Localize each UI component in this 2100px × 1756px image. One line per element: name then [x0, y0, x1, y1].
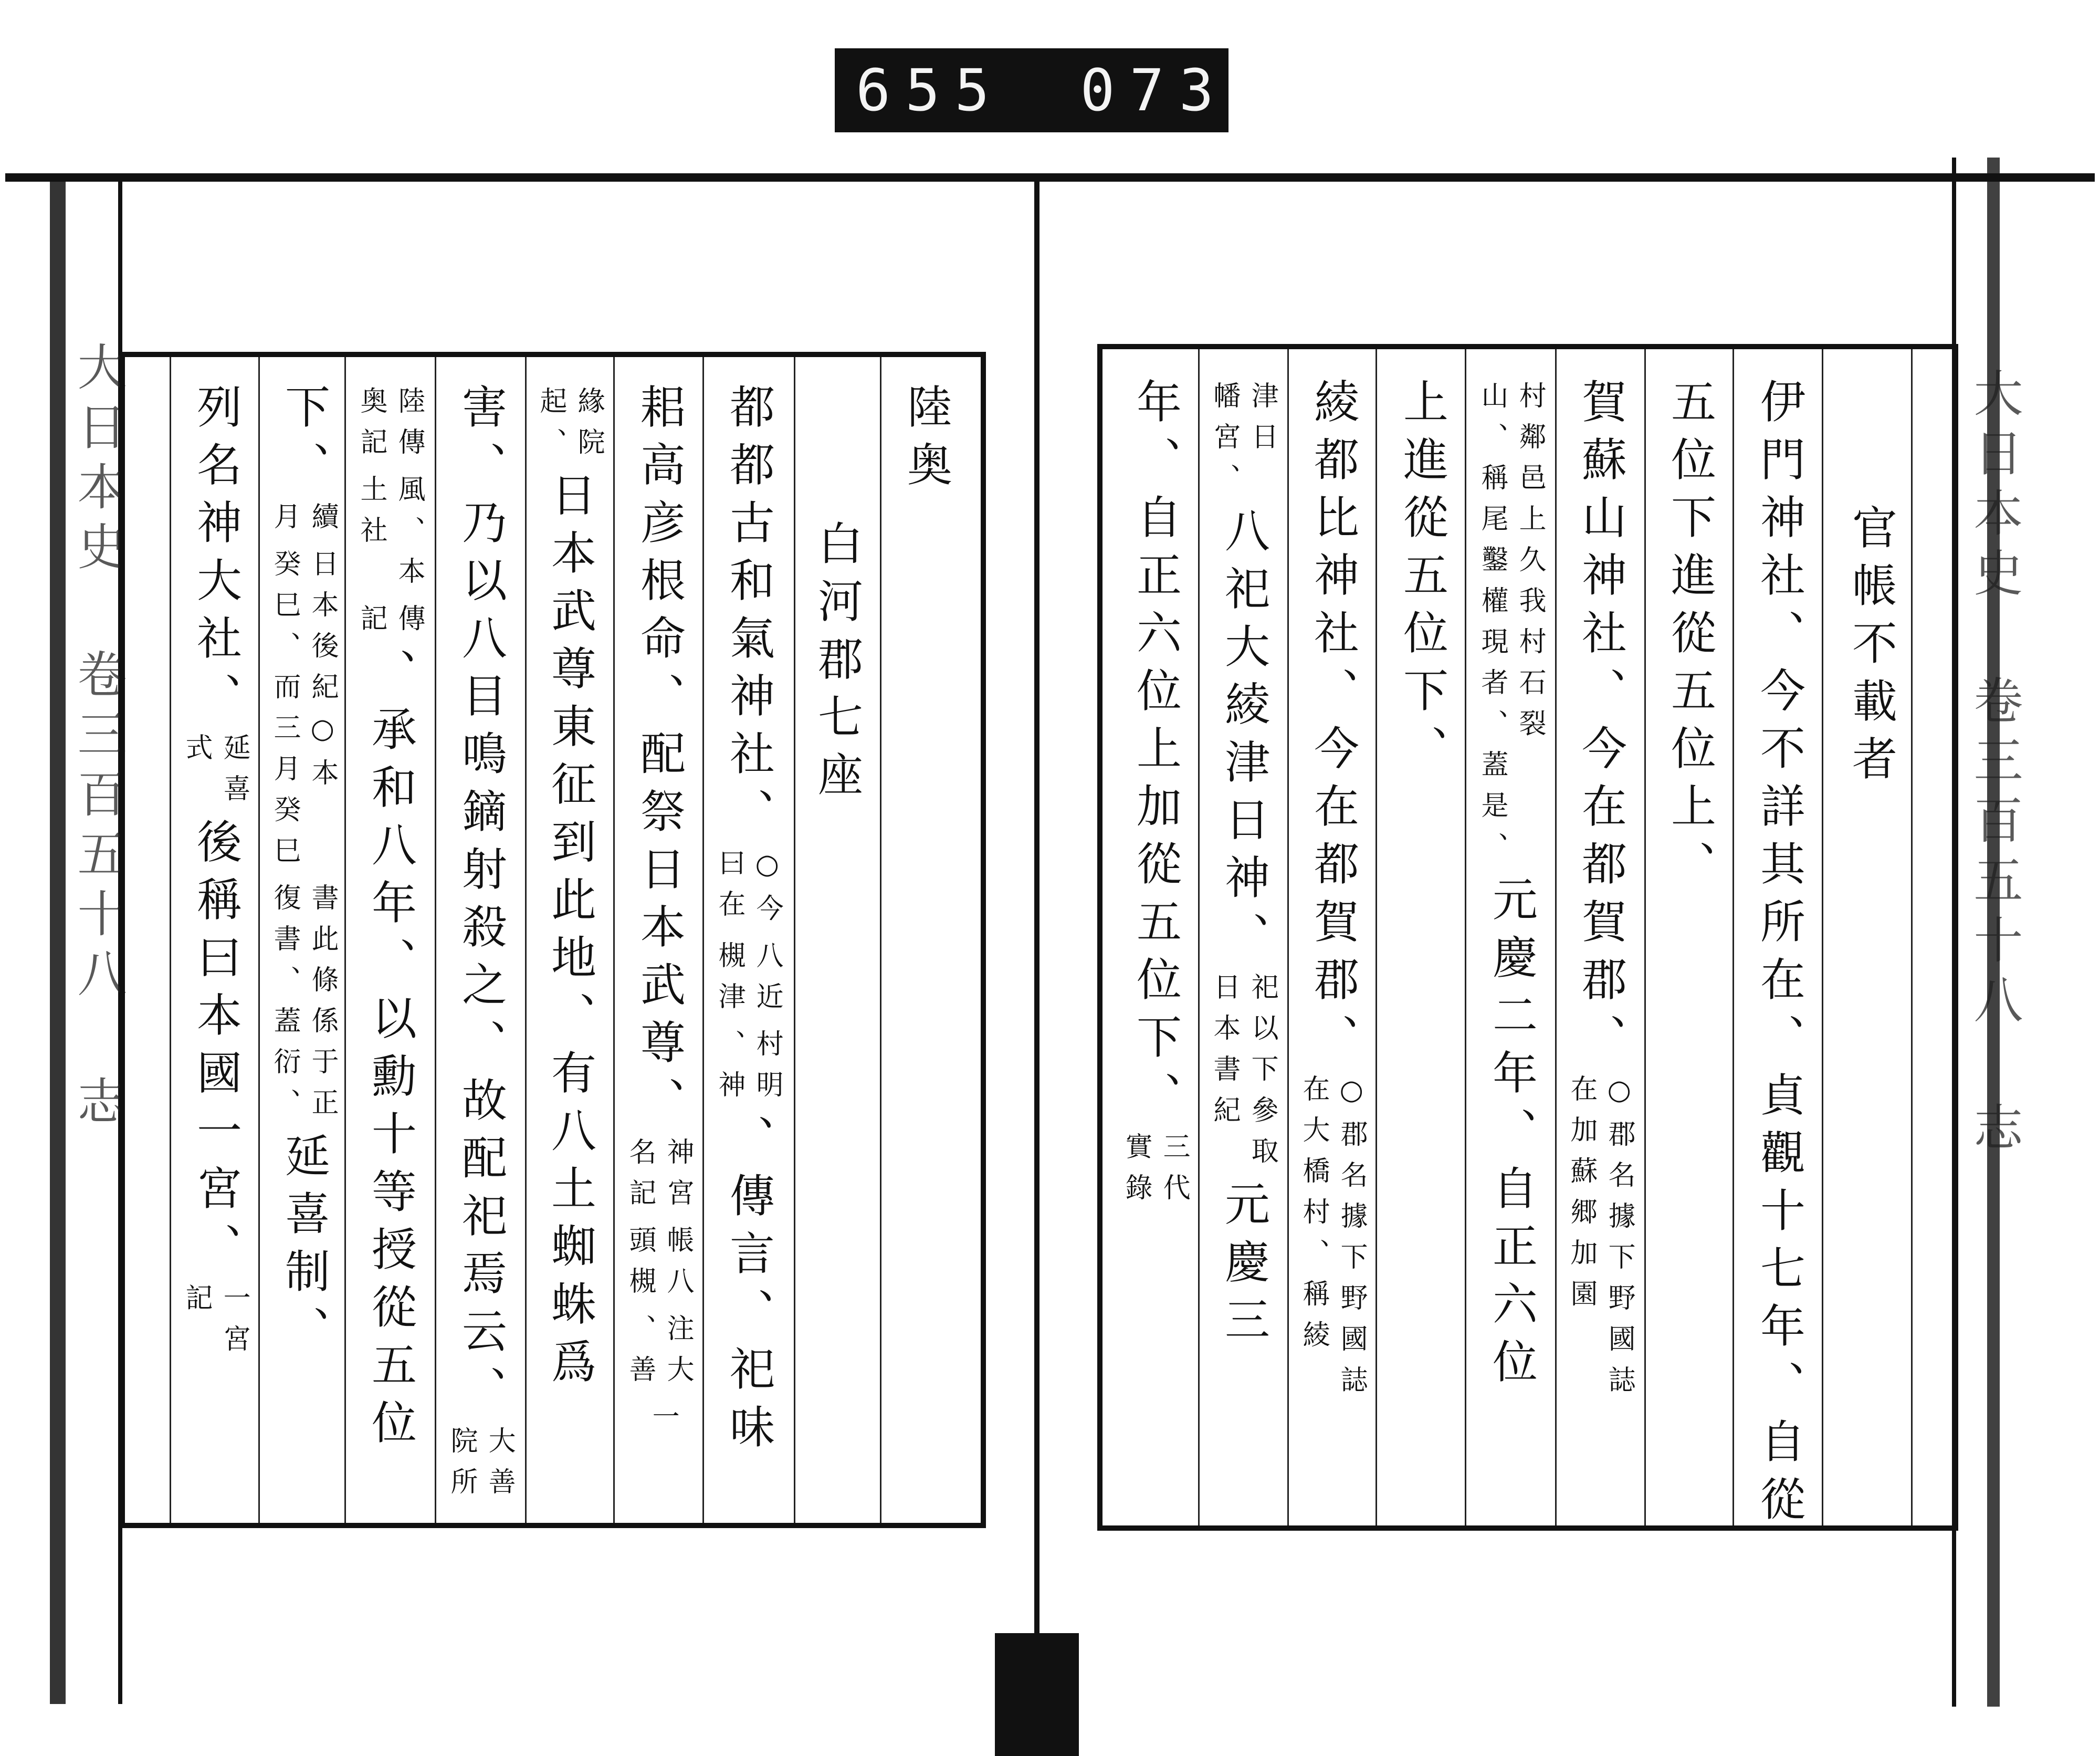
column-flow: [706, 383, 790, 1518]
column-flow: [1290, 378, 1374, 1518]
annotation: [1210, 381, 1277, 504]
annotation-line: 神宮: [662, 1137, 694, 1219]
main-text: 、傳言、祀味: [722, 1114, 774, 1461]
annotation-line: 在大橋村、稱綾: [1298, 1074, 1329, 1361]
column-flow: [173, 383, 257, 1518]
main-text: 上進從五位下、: [1395, 378, 1448, 782]
column-flow: [438, 383, 522, 1518]
annotation-line: 祀以下參取: [1246, 973, 1278, 1177]
annotation-line: 院所: [446, 1426, 477, 1508]
column-flow: [1113, 378, 1197, 1518]
annotation-line: ○郡名據下野國誌: [1603, 1074, 1635, 1406]
top-rule: [5, 173, 2095, 182]
annotation-line: 風、本: [393, 475, 425, 598]
annotation: [270, 502, 337, 543]
annotation-line: ○郡名據下野國誌: [1336, 1074, 1368, 1406]
archive-label: [835, 48, 1228, 132]
annotation-line: 實錄: [1120, 1132, 1152, 1214]
right-col-r3: [1647, 378, 1731, 1518]
left-col-c3: [706, 383, 790, 1518]
column-flow: [261, 383, 345, 1518]
right-col-r8: [1201, 378, 1285, 1518]
left-col-c7: [348, 383, 432, 1518]
left-rule-5: [525, 357, 527, 1523]
archive-label-left: 655: [856, 57, 1004, 124]
annotation: [1210, 973, 1277, 1177]
annotation-line: 一宮: [218, 1283, 250, 1365]
annotation-line: 一: [647, 1402, 679, 1443]
annotation-line: 津日: [1246, 381, 1278, 463]
annotation-line: 大善: [484, 1426, 516, 1508]
annotation-line: 奥記: [355, 386, 387, 468]
annotation: [182, 733, 249, 815]
annotation: [715, 941, 782, 1023]
annotation: [1121, 1132, 1189, 1214]
right-rule-3: [1376, 349, 1377, 1525]
left-district: 白河郡七座: [810, 520, 863, 809]
right-col-r6: [1380, 378, 1464, 1518]
main-text: 延喜制、: [277, 1132, 330, 1363]
left-col-c4: [617, 383, 701, 1518]
annotation-line: 復書、蓋衍、: [269, 883, 300, 1129]
annotation: [356, 475, 424, 598]
center-gutter: [1034, 173, 1040, 1749]
annotation-line: 癸巳、而三月癸巳: [269, 549, 300, 877]
annotation-line: 在加蘇郷加園: [1566, 1074, 1597, 1320]
annotation-line: 山、稱尾鑿權現者、蓋是、: [1476, 381, 1508, 873]
right-rule-1: [1198, 349, 1200, 1525]
annotation-line: 三代: [1158, 1132, 1190, 1214]
column-flow: [1201, 378, 1285, 1518]
annotation: [625, 1314, 692, 1396]
annotation: [447, 1426, 514, 1508]
annotation: [715, 1029, 782, 1111]
annotation-line: 日本書紀: [1209, 973, 1240, 1136]
annotation-line: 書此條係于正: [307, 883, 339, 1129]
annotation: [625, 1226, 692, 1308]
right-rule-4: [1465, 349, 1466, 1525]
left-rule-9: [880, 357, 881, 1523]
main-text: 、承和八年、以勳十等授從五位: [364, 648, 416, 1457]
right-heading: 官帳不載者: [1844, 504, 1897, 793]
right-col-r2: [1737, 378, 1821, 1533]
main-text: 元慶二年、自正六位: [1485, 876, 1537, 1396]
column-flow: [1380, 378, 1464, 1518]
right-col-r4: [1558, 378, 1642, 1518]
left-col-c6: [438, 383, 522, 1518]
main-text: 年、自正六位上加從五位下、: [1129, 378, 1181, 1129]
right-col-r9: [1113, 378, 1197, 1518]
main-text: 伊門神社、今不詳其所在、貞觀十七年、自從: [1752, 378, 1805, 1533]
annotation-line: 記: [355, 604, 387, 645]
column-flow: [1558, 378, 1642, 1518]
annotation-line: 曰在: [713, 849, 745, 931]
right-edge-title: 大日本史 卷三百五十八 志: [1965, 368, 2022, 1162]
column-flow: [348, 383, 432, 1518]
left-col-c9: [173, 383, 257, 1518]
main-text: 日本武尊東征到此地、有八土蜘蛛爲: [543, 472, 596, 1396]
column-flow: [1469, 378, 1553, 1518]
left-col-c8: [261, 383, 345, 1518]
left-rule-8: [794, 357, 795, 1523]
left-rule-2: [258, 357, 260, 1523]
left-col-c5: [528, 383, 612, 1518]
main-text: 綾都比神社、今在都賀郡、: [1306, 378, 1359, 1071]
right-rule-8: [1822, 349, 1823, 1525]
annotation-line: 、善: [624, 1314, 656, 1396]
annotation-line: 陸傳: [393, 386, 425, 468]
annotation: [1567, 1074, 1634, 1406]
annotation: [640, 1402, 678, 1443]
archive-label-right: 073: [1080, 57, 1228, 124]
annotation-line: 傳: [393, 604, 425, 645]
annotation-line: 月: [269, 502, 300, 543]
annotation: [270, 883, 337, 1129]
annotation-line: 村鄰邑上久我村石裂: [1514, 381, 1546, 750]
annotation-line: 注大: [662, 1314, 694, 1396]
gutter-tab: [995, 1633, 1079, 1756]
annotation: [1477, 381, 1545, 873]
annotation: [1299, 1074, 1366, 1406]
annotation-line: 延喜: [218, 733, 250, 815]
annotation-line: 緣院: [573, 386, 605, 468]
annotation-line: 式: [181, 733, 212, 774]
annotation: [356, 386, 424, 468]
left-rule-7: [702, 357, 704, 1523]
right-rule-7: [1732, 349, 1734, 1525]
main-text: 賀蘇山神社、今在都賀郡、: [1574, 378, 1626, 1071]
annotation-line: 槻津: [713, 941, 745, 1023]
annotation: [536, 386, 603, 468]
left-rule-6: [613, 357, 615, 1523]
right-col-r7: [1290, 378, 1374, 1518]
main-text: 耜高彦根命、配祭日本武尊、: [633, 383, 685, 1134]
annotation-line: 記: [181, 1283, 212, 1324]
main-text: 下、: [277, 383, 330, 499]
right-rule-5: [1555, 349, 1557, 1525]
annotation-line: 八近: [751, 941, 783, 1023]
column-flow: [1647, 378, 1731, 1518]
annotation: [356, 604, 424, 645]
annotation-line: 帳八: [662, 1226, 694, 1308]
annotation-line: 土社: [355, 475, 387, 557]
annotation: [625, 1137, 692, 1219]
right-rule-2: [1287, 349, 1289, 1525]
right-rule-9: [1911, 349, 1913, 1525]
annotation-line: 日本後紀○本: [307, 549, 339, 799]
right-col-r5: [1469, 378, 1553, 1518]
column-flow: [1737, 378, 1821, 1533]
main-text: 害、乃以八目鳴鏑射殺之、故配祀焉云、: [454, 383, 507, 1423]
main-text: 八祀大綾津日神、: [1217, 507, 1269, 969]
annotation: [715, 849, 782, 935]
annotation-line: 、神: [713, 1029, 745, 1111]
left-rule-4: [435, 357, 436, 1523]
annotation-line: 村明: [751, 1029, 783, 1111]
right-rule-6: [1644, 349, 1646, 1525]
main-text: 五位下進從五位上、: [1663, 378, 1716, 898]
column-flow: [617, 383, 701, 1518]
main-text: 都都古和氣神社、: [722, 383, 774, 845]
annotation-line: ○今: [751, 849, 783, 935]
main-text: 元慶三: [1217, 1180, 1269, 1354]
annotation-line: 幡宮、: [1209, 381, 1240, 504]
annotation: [182, 1283, 249, 1365]
left-title: 陸奥: [899, 383, 952, 499]
annotation-line: 續: [307, 502, 339, 543]
annotation-line: 名記: [624, 1137, 656, 1219]
left-rule-1: [170, 357, 171, 1523]
left-edge-title: 大日本史 卷三百五十八 志: [69, 341, 126, 1135]
column-flow: [528, 383, 612, 1518]
annotation-line: 頭槻: [624, 1226, 656, 1308]
main-text: 後稱曰本國一宮、: [189, 818, 242, 1280]
annotation: [270, 549, 337, 877]
annotation-line: 起、: [535, 386, 566, 468]
main-text: 列名神大社、: [189, 383, 242, 730]
